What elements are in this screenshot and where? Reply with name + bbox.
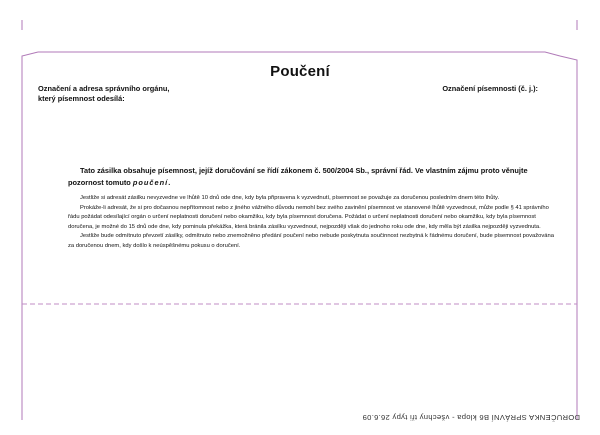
intro-text: Tato zásilka obsahuje písemnost, jejíž doručování se řídí zákonem č. 500/2004 Sb., správní řád. Ve vlastním zájmu proto věnujte pozornost tomuto: [68, 166, 528, 187]
instruction-paragraph-1: Jestliže si adresát zásilku nevyzvedne ve lhůtě 10 dnů ode dne, kdy byla připravena k vyzvednutí, písemnost se považuje za doručenou posledním dnem této lhůty.: [80, 195, 500, 201]
instruction-paragraph-3: Jestliže bude odmítnuto převzetí zásilky, odmítnuto nebo znemožněno předání poučení nebo nebude poskytnuta součinnost nezbytná k řádnému doručení, bude písemnost považována za doručenou dnem, kdy došlo k neúspěšnému pokusu o doručení.: [68, 233, 554, 249]
instruction-paragraph-2: Prokáže-li adresát, že si pro dočasnou nepřítomnost nebo z jiného vážného důvodu nemohl bez svého zavinění písemnost ve stanovené lhůtě vyzvednout, může podle § 41 správního řádu požádat odesílající orgán o určení neplatnosti doručení nebo okamžiku, kdy byla písemnost doručena. Požádat o určení neplatnosti doručení nebo okamžiku, kdy byla písemnost doručena, je možné do 15 dnů ode dne, kdy pominula překážka, která bránila zásilku vyzvednout, nejpozději však do jednoho roku ode dne, kdy měla být zásilka nejpozději vyzvednuta.: [68, 204, 549, 230]
print-imprint: DORUČENKA SPRÁVNÍ B6 klopa - všechny tři typy 26.6.09: [362, 413, 580, 422]
page-title: Poučení: [270, 63, 330, 80]
sender-address-label-line1: Označení a adresa správního orgánu,: [38, 84, 170, 93]
flap-outline-right: [560, 56, 577, 420]
flap-outline-left: [22, 52, 38, 420]
intro-paragraph: [68, 165, 558, 189]
document-reference-label: Označení písemnosti (č. j.):: [442, 84, 538, 93]
intro-emphasis: poučení: [132, 178, 169, 187]
instructions-body: [68, 194, 558, 252]
intro-end: .: [168, 178, 171, 187]
sender-address-label-line2: který písemnost odesílá:: [38, 93, 125, 103]
sender-address-label: [38, 84, 169, 103]
flap-outline-top: [38, 52, 560, 56]
